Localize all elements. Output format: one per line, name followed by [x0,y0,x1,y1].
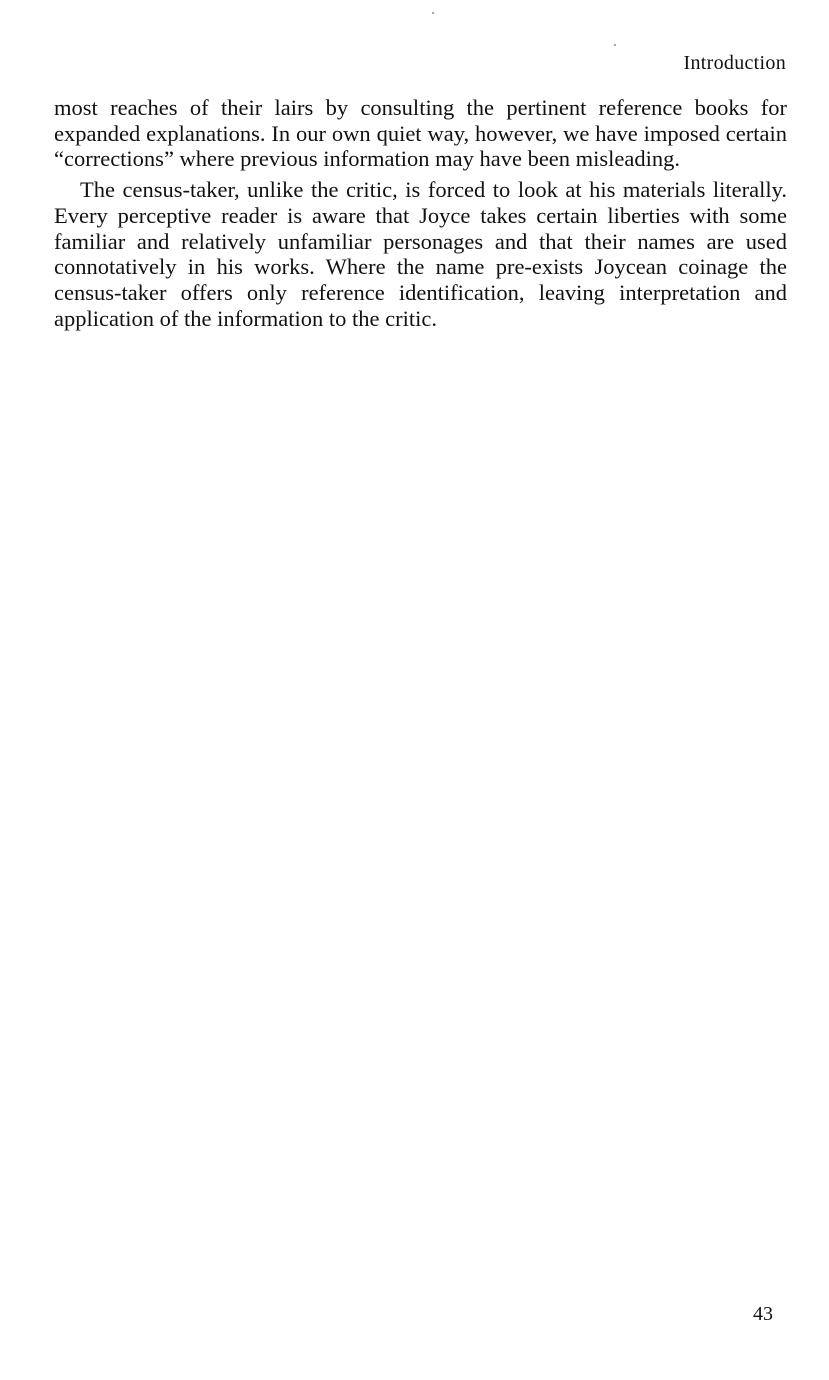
paragraph: most reaches of their lairs by consulting the pertinent reference books for expanded explanations. In our own quiet way, however, we have imposed certain “corrections” where previous information may have been misleading. [54,95,787,172]
running-head: Introduction [683,52,786,74]
scan-speck [432,12,434,14]
body-text [54,95,787,331]
page-number: 43 [753,1303,773,1325]
scan-speck [614,44,616,46]
paragraph: The census-taker, unlike the critic, is forced to look at his materials literally. Every perceptive reader is aware that Joyce takes certain liberties with some familiar and relatively unfamiliar personages and that their names are used connotatively in his works. Where the name pre-exists Joycean coinage the census-taker offers only reference identification, leaving interpretation and application of the information to the critic. [54,177,787,331]
